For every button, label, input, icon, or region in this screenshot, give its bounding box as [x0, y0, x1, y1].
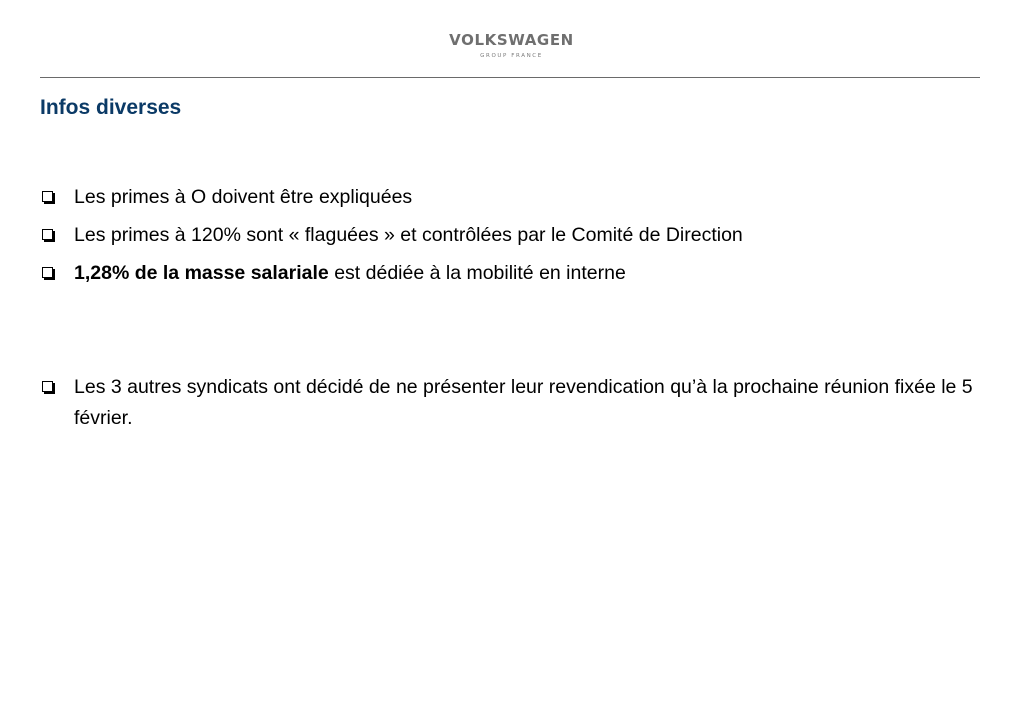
bullet-item — [40, 220, 990, 258]
bullet-text: Les primes à 120% sont « flaguées » et contrôlées par le Comité de Direction — [74, 224, 743, 246]
header-divider — [40, 77, 980, 78]
checkbox-square-icon — [42, 229, 53, 240]
checkbox-square-icon — [42, 267, 53, 278]
bullet-item — [40, 258, 990, 296]
bullet-text: Les primes à O doivent être expliquées — [74, 186, 413, 208]
logo-wordmark: VOLKSWAGEN — [449, 31, 574, 49]
checkbox-square-icon — [42, 191, 53, 202]
bullet-list — [40, 182, 990, 434]
checkbox-square-icon — [42, 381, 53, 392]
volkswagen-logo — [0, 30, 1023, 60]
bullet-text: est dédiée à la mobilité en interne — [328, 262, 626, 284]
bullet-item — [40, 372, 990, 434]
bullet-item — [40, 182, 990, 220]
bullet-text: Les 3 autres syndicats ont décidé de ne présenter leur revendication qu’à la prochaine réunion fixée le 5 février. — [74, 376, 973, 429]
logo-subtitle: GROUP FRANCE — [480, 53, 543, 59]
bullet-bold-text: 1,28% de la masse salariale — [74, 262, 329, 284]
slide-title: Infos diverses — [40, 96, 182, 119]
